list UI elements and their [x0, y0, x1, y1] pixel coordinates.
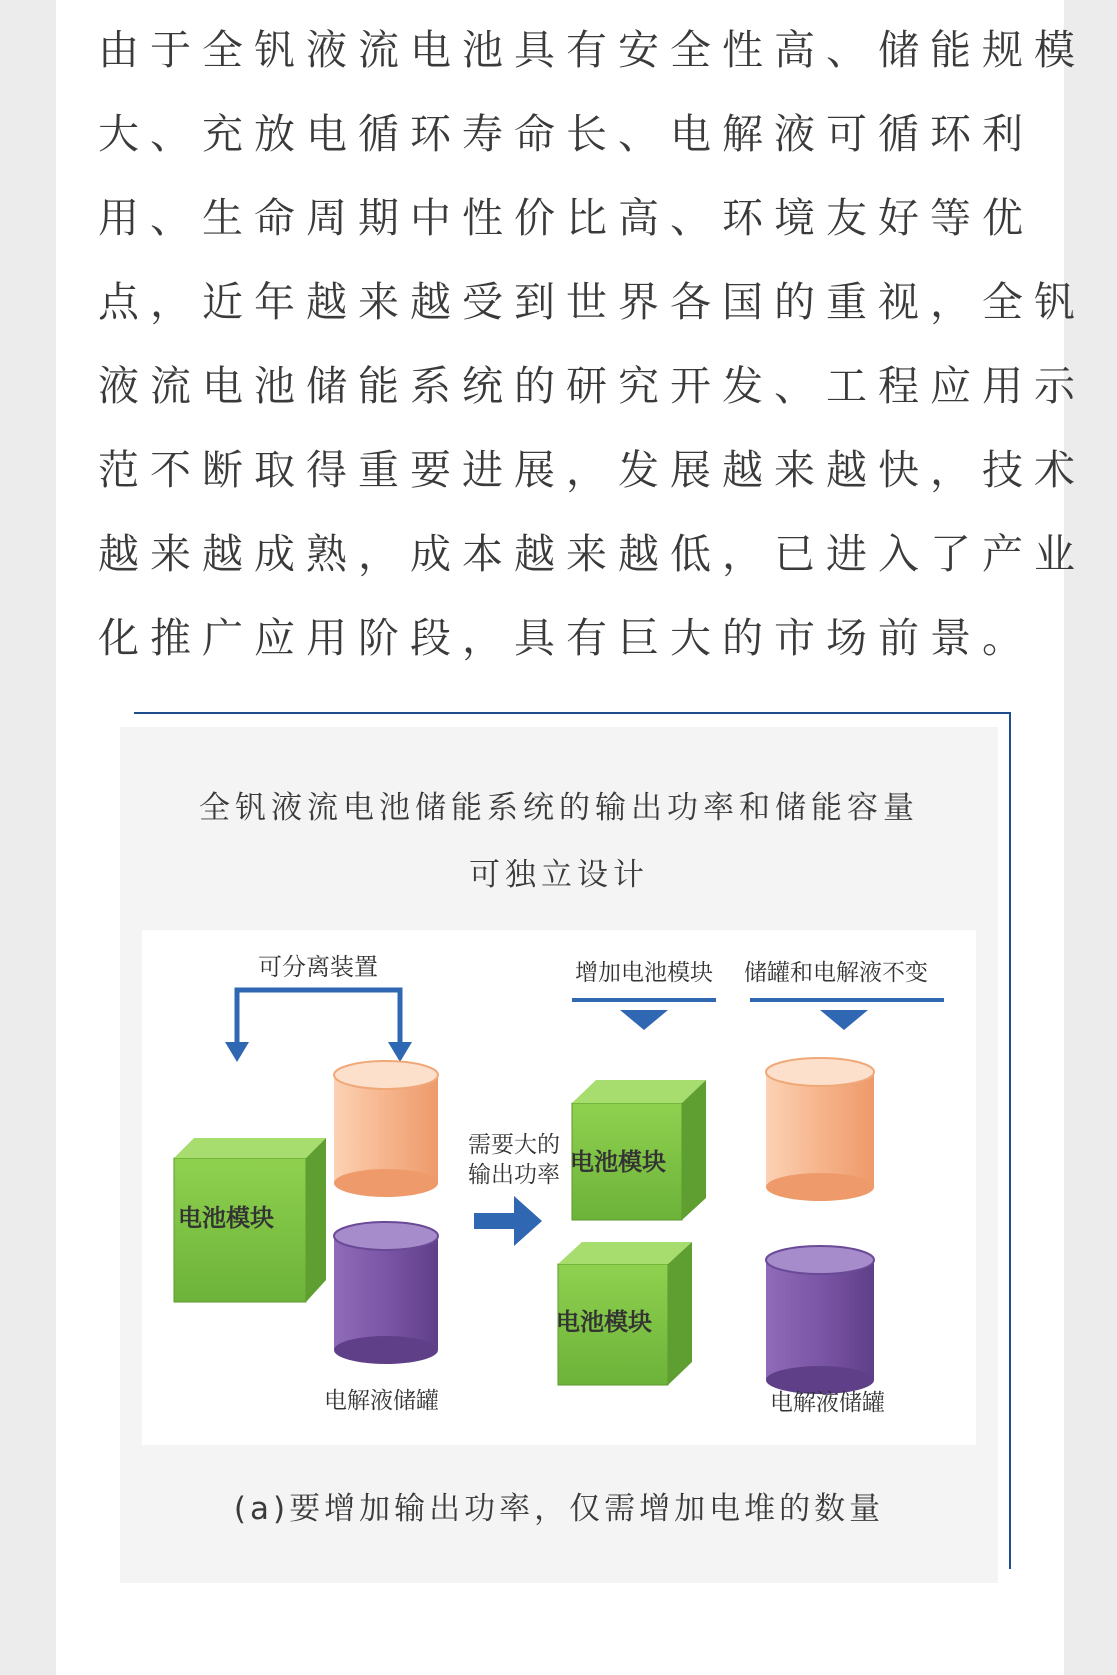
- arrow-head-left: [225, 1042, 249, 1062]
- paragraph-line: 液流电池储能系统的研究开发、工程应用示: [98, 362, 1086, 410]
- card-border-right: [1009, 712, 1011, 1569]
- label-battery-module: 电池模块: [556, 1307, 652, 1336]
- separable-device-arrow: [237, 990, 400, 1048]
- figure-caption: (a)要增加输出功率，仅需增加电堆的数量: [233, 1491, 885, 1527]
- positive-electrolyte-tank: [766, 1058, 874, 1201]
- paragraph-line: 化推广应用阶段，具有巨大的市场前景。: [98, 614, 1034, 662]
- paragraph-line: 越来越成熟，成本越来越低，已进入了产业: [98, 530, 1086, 578]
- figure-card: [120, 727, 998, 1583]
- label-electrolyte-tank-right: 电解液储罐: [770, 1390, 885, 1416]
- label-electrolyte-tank-left: 电解液储罐: [324, 1388, 439, 1414]
- arrow-head-right: [388, 1042, 412, 1062]
- card-title-line-2: 可独立设计: [469, 857, 649, 893]
- label-need-power-1: 需要大的: [468, 1132, 560, 1158]
- tank-unchanged-arrow: [820, 1010, 868, 1030]
- paragraph-line: 点，近年越来越受到世界各国的重视，全钒: [98, 278, 1086, 326]
- label-add-battery-module: 增加电池模块: [575, 960, 713, 986]
- paragraph-line: 范不断取得重要进展，发展越来越快，技术: [98, 446, 1086, 494]
- add-module-arrow: [620, 1010, 668, 1030]
- article-paragraph: [98, 8, 1086, 680]
- negative-electrolyte-tank: [334, 1222, 438, 1364]
- label-battery-module: 电池模块: [570, 1147, 666, 1176]
- paragraph-line: 大、充放电循环寿命长、电解液可循环利: [98, 110, 1034, 158]
- paragraph-line: 用、生命周期中性价比高、环境友好等优: [98, 194, 1034, 242]
- label-battery-module: 电池模块: [178, 1203, 274, 1232]
- large-power-arrow: [474, 1196, 542, 1246]
- label-tank-unchanged: 储罐和电解液不变: [744, 960, 928, 986]
- system-diagram: [142, 930, 976, 1445]
- paragraph-line: 由于全钒液流电池具有安全性高、储能规模: [98, 26, 1086, 74]
- label-need-power-2: 输出功率: [468, 1162, 560, 1188]
- positive-electrolyte-tank: [334, 1061, 438, 1197]
- card-title-line-1: 全钒液流电池储能系统的输出功率和储能容量: [199, 790, 919, 826]
- label-separable-device: 可分离装置: [258, 953, 378, 981]
- negative-electrolyte-tank: [766, 1246, 874, 1394]
- card-border-top: [134, 712, 1011, 714]
